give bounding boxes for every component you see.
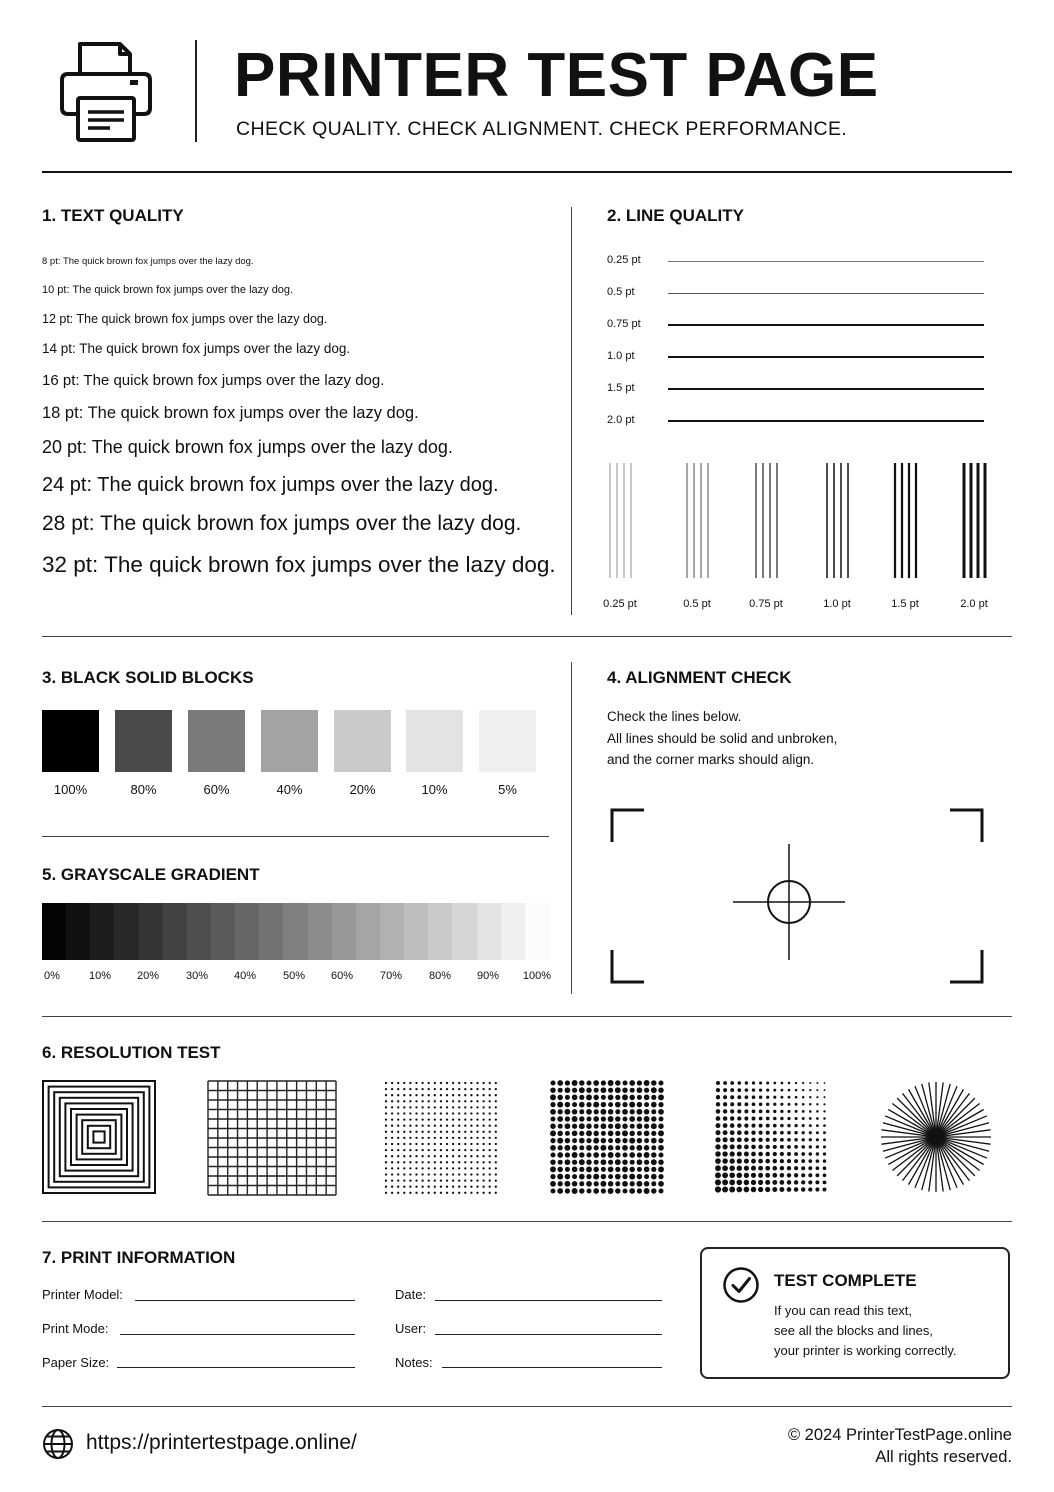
printer-icon	[58, 40, 154, 144]
gradient-label: 30%	[185, 970, 209, 982]
printer-model-label: Printer Model:	[42, 1287, 123, 1302]
test-complete-title: TEST COMPLETE	[774, 1271, 917, 1290]
gradient-step	[380, 903, 405, 960]
coarse-dots-pattern	[550, 1080, 664, 1194]
horizontal-test-line	[668, 356, 984, 357]
horizontal-test-line	[668, 388, 984, 390]
solid-block-label: 60%	[203, 782, 230, 797]
line-weight-label: 1.0 pt	[607, 350, 635, 362]
gradient-step	[308, 903, 333, 960]
vertical-group-label: 1.0 pt	[823, 598, 851, 610]
vertical-group-label: 0.5 pt	[683, 598, 711, 610]
gradient-label: 50%	[282, 970, 306, 982]
vertical-line-group-0	[610, 463, 631, 578]
vertical-line-group-5	[964, 463, 985, 578]
section-title-solid-blocks: 3. BLACK SOLID BLOCKS	[42, 668, 254, 687]
gradient-step	[283, 903, 308, 960]
horizontal-test-line	[668, 293, 984, 294]
starburst-pattern	[881, 1082, 991, 1192]
resolution-patterns	[0, 1075, 1054, 1200]
solid-block-label: 80%	[130, 782, 157, 797]
printer-model-field[interactable]	[135, 1300, 355, 1301]
notes-label: Notes:	[395, 1355, 433, 1370]
user-field[interactable]	[435, 1334, 662, 1335]
solid-block-20pct	[334, 710, 391, 772]
test-complete-line-2: see all the blocks and lines,	[774, 1323, 933, 1338]
text-sample-8pt: 8 pt: The quick brown fox jumps over the lazy dog.	[42, 256, 254, 267]
section-title-text-quality: 1. TEXT QUALITY	[42, 206, 184, 225]
solid-block-80pct	[115, 710, 172, 772]
line-weight-label: 1.5 pt	[607, 382, 635, 394]
section-divider	[571, 207, 572, 615]
vertical-line-group-2	[756, 463, 777, 578]
footer-copyright	[788, 1424, 1012, 1468]
text-sample-28pt: 28 pt: The quick brown fox jumps over the lazy dog.	[42, 512, 522, 535]
section-title-alignment: 4. ALIGNMENT CHECK	[607, 668, 792, 687]
gradient-label: 10%	[88, 970, 112, 982]
print-mode-field[interactable]	[120, 1334, 355, 1335]
section-divider	[571, 662, 572, 994]
fine-dots-pattern	[385, 1082, 497, 1194]
solid-block-40pct	[261, 710, 318, 772]
line-weight-label: 0.5 pt	[607, 286, 635, 298]
footer-rule	[42, 1406, 1012, 1407]
text-sample-16pt: 16 pt: The quick brown fox jumps over the lazy dog.	[42, 372, 385, 389]
solid-block-60pct	[188, 710, 245, 772]
test-complete-box	[700, 1247, 1010, 1379]
test-complete-line-3: your printer is working correctly.	[774, 1343, 957, 1358]
vertical-group-label: 0.25 pt	[603, 598, 637, 610]
horizontal-test-line	[668, 324, 984, 325]
gradient-label: 80%	[428, 970, 452, 982]
vertical-group-label: 1.5 pt	[891, 598, 919, 610]
gradient-step	[187, 903, 212, 960]
gradient-step	[139, 903, 164, 960]
line-weight-label: 2.0 pt	[607, 414, 635, 426]
halftone-dots-pattern	[715, 1081, 827, 1193]
header-divider	[195, 40, 197, 142]
section-rule	[42, 1221, 1012, 1222]
date-label: Date:	[395, 1287, 427, 1302]
section-title-line-quality: 2. LINE QUALITY	[607, 206, 744, 225]
rights-text: All rights reserved.	[875, 1448, 1012, 1466]
solid-block-label: 20%	[349, 782, 376, 797]
notes-field[interactable]	[442, 1367, 662, 1368]
gradient-step	[114, 903, 139, 960]
gradient-step	[259, 903, 284, 960]
alignment-instructions-2: All lines should be solid and unbroken,	[607, 731, 838, 746]
gradient-step	[90, 903, 115, 960]
gradient-step	[211, 903, 236, 960]
line-weight-label: 0.25 pt	[607, 254, 641, 266]
gradient-step	[42, 903, 67, 960]
gradient-step	[477, 903, 502, 960]
solid-block-5pct	[479, 710, 536, 772]
alignment-instructions-1: Check the lines below.	[607, 709, 742, 724]
globe-icon	[42, 1428, 74, 1460]
alignment-instructions-3: and the corner marks should align.	[607, 752, 815, 767]
text-sample-32pt: 32 pt: The quick brown fox jumps over the lazy dog.	[42, 552, 556, 577]
section-title-resolution: 6. RESOLUTION TEST	[42, 1043, 221, 1062]
test-complete-line-1: If you can read this text,	[774, 1303, 913, 1318]
print-mode-label: Print Mode:	[42, 1321, 109, 1336]
user-label: User:	[395, 1321, 427, 1336]
crosshair-icon	[733, 844, 845, 960]
gradient-label: 100%	[522, 970, 552, 982]
gradient-label: 90%	[476, 970, 500, 982]
gradient-step	[356, 903, 381, 960]
text-sample-10pt: 10 pt: The quick brown fox jumps over the lazy dog.	[42, 284, 294, 296]
gradient-step	[404, 903, 429, 960]
gradient-step	[235, 903, 260, 960]
text-sample-20pt: 20 pt: The quick brown fox jumps over the lazy dog.	[42, 437, 453, 457]
gradient-step	[525, 903, 550, 960]
section-title-gradient: 5. GRAYSCALE GRADIENT	[42, 865, 260, 884]
copyright-text: © 2024 PrinterTestPage.online	[787, 1426, 1012, 1444]
vertical-line-group-1	[687, 463, 708, 578]
paper-size-label: Paper Size:	[42, 1355, 110, 1370]
section-title-print-info: 7. PRINT INFORMATION	[42, 1248, 236, 1267]
grid-pattern	[208, 1081, 336, 1195]
line-weight-label: 0.75 pt	[607, 318, 641, 330]
gradient-label: 20%	[136, 970, 160, 982]
footer-url-link[interactable]: https://printertestpage.online/	[86, 1431, 357, 1454]
page-subtitle: CHECK QUALITY. CHECK ALIGNMENT. CHECK PERFORMANCE.	[236, 118, 848, 140]
corner-mark-bottom-right	[950, 950, 982, 982]
gradient-label: 40%	[233, 970, 257, 982]
solid-block-10pct	[406, 710, 463, 772]
vertical-group-label: 2.0 pt	[960, 598, 988, 610]
vertical-line-groups	[600, 460, 1020, 585]
gradient-step	[163, 903, 188, 960]
solid-block-label: 100%	[53, 782, 88, 797]
gradient-step	[452, 903, 477, 960]
solid-block-label: 40%	[276, 782, 303, 797]
vertical-line-group-4	[895, 463, 916, 578]
text-sample-12pt: 12 pt: The quick brown fox jumps over the lazy dog.	[42, 312, 328, 326]
corner-mark-top-left	[612, 810, 644, 842]
corner-mark-top-right	[950, 810, 982, 842]
corner-mark-bottom-left	[612, 950, 644, 982]
horizontal-test-line	[668, 261, 984, 262]
vertical-line-group-3	[827, 463, 848, 578]
section-rule	[42, 636, 1012, 637]
solid-block-label: 5%	[498, 782, 517, 797]
gradient-step	[66, 903, 91, 960]
concentric-squares-pattern	[43, 1081, 155, 1193]
gradient-label: 0%	[44, 970, 60, 982]
alignment-target	[600, 800, 1000, 990]
gradient-step	[501, 903, 526, 960]
vertical-group-label: 0.75 pt	[749, 598, 783, 610]
section-rule	[42, 836, 549, 837]
horizontal-test-line	[668, 420, 984, 423]
header-rule	[42, 171, 1012, 173]
gradient-label: 60%	[330, 970, 354, 982]
gradient-step	[428, 903, 453, 960]
check-circle-icon	[722, 1266, 760, 1304]
solid-block-label: 10%	[421, 782, 448, 797]
text-sample-18pt: 18 pt: The quick brown fox jumps over the lazy dog.	[42, 404, 419, 422]
text-sample-24pt: 24 pt: The quick brown fox jumps over the lazy dog.	[42, 474, 499, 496]
gradient-step	[332, 903, 357, 960]
section-rule	[42, 1016, 1012, 1017]
date-field[interactable]	[435, 1300, 662, 1301]
text-sample-14pt: 14 pt: The quick brown fox jumps over the lazy dog.	[42, 341, 351, 356]
gradient-label: 70%	[379, 970, 403, 982]
page-title: PRINTER TEST PAGE	[234, 41, 879, 110]
paper-size-field[interactable]	[117, 1367, 355, 1368]
solid-block-100pct	[42, 710, 99, 772]
